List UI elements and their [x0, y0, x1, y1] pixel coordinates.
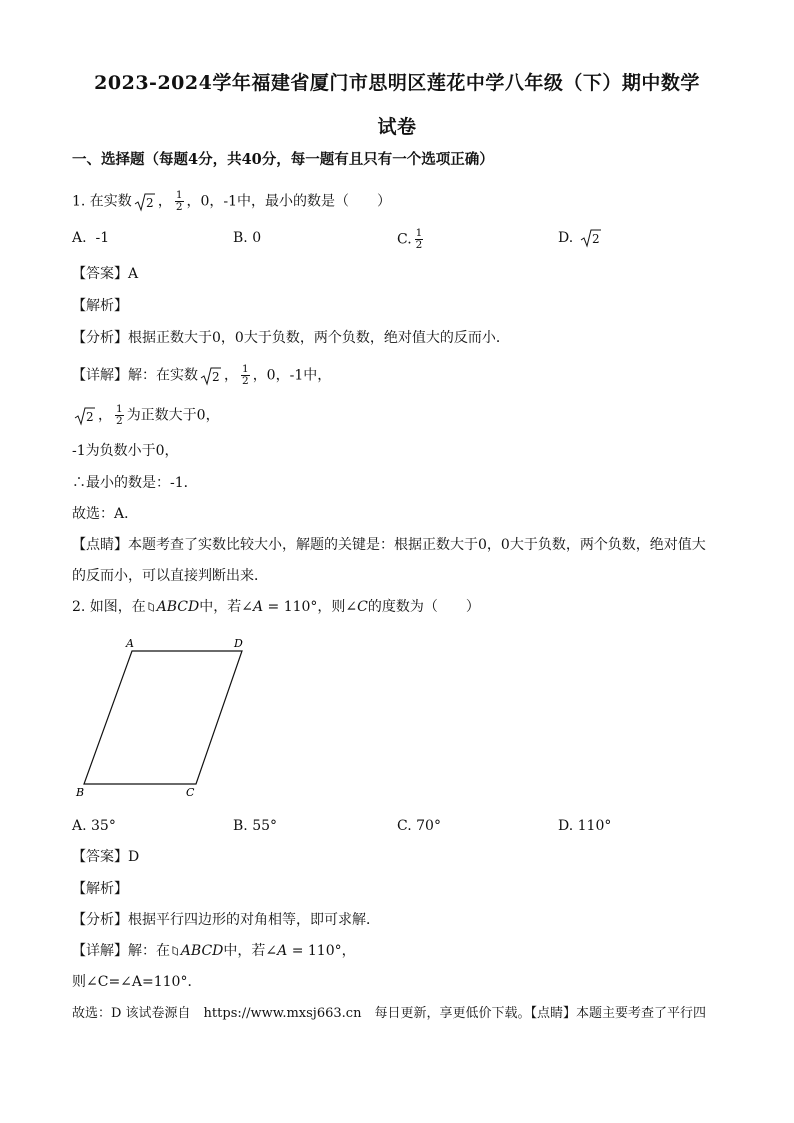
q1-answer: 【答案】A — [72, 266, 139, 282]
q1-dianjing-cont: 的反而小，可以直接判断出来． — [72, 568, 268, 584]
svg-text:2: 2 — [86, 409, 94, 424]
q1-option-b: B. 0 — [233, 230, 262, 246]
section-heading: 一、选择题（每题4分，共40分，每一题有且只有一个选项正确） — [72, 151, 494, 168]
q2-option-c: C. 70° — [397, 818, 441, 834]
q2-option-b: B. 55° — [233, 818, 278, 834]
q1-fenxi: 【分析】根据正数大于0，0大于负数，两个负数，绝对值大的反而小． — [72, 330, 510, 346]
q1-detail-line5: 故选：A． — [72, 506, 139, 522]
sqrt-symbol — [200, 366, 222, 386]
q1-option-a: A. -1 — [72, 230, 110, 246]
sqrt-radicand: 2 — [145, 195, 154, 210]
fraction-denominator: 2 — [175, 201, 183, 213]
q2-fenxi: 【分析】根据平行四边形的对角相等，即可求解． — [72, 912, 380, 928]
q1-detail-line2: 2 ， $\frac{1}{2}$ 为正数大于0， — [72, 404, 220, 427]
document-title-line1: 2023-2024学年福建省厦门市思明区莲花中学八年级（下）期中数学 — [94, 72, 700, 94]
document-title-line2: 试卷 — [377, 116, 417, 138]
q2-last-line: 故选：D 该试卷源自 https://www.mxsj663.cn 每日更新，享更低价下载。【点睛】本题主要考查了平行四 — [72, 1006, 706, 1021]
fraction-numerator: 1 — [175, 189, 183, 201]
q2-analysis-tag: 【解析】 — [72, 881, 128, 897]
vertex-label-d: D — [234, 637, 243, 650]
q2-detail-line2: 则∠C=∠A=110°． — [72, 974, 202, 990]
parallelogram-figure — [72, 634, 252, 800]
q1-analysis-tag: 【解析】 — [72, 298, 128, 314]
svg-text:2: 2 — [212, 369, 220, 384]
q1-stem — [72, 190, 391, 213]
q2-option-a: A. 35° — [72, 818, 116, 834]
parallelogram-symbol: ▱ — [167, 946, 184, 956]
sqrt-symbol — [134, 192, 156, 212]
q1-dianjing: 【点睛】本题考查了实数比较大小，解题的关键是：根据正数大于0，0大于负数，两个负数，绝对值大 — [72, 537, 706, 553]
vertex-label-b: B — [76, 786, 85, 799]
svg-text:2: 2 — [591, 232, 600, 246]
q2-shape-name: ABCD — [156, 599, 200, 615]
fraction-one-half: $\frac{1}{2}$ — [116, 403, 123, 427]
fraction-one-half — [175, 190, 184, 213]
q1-detail-line4: ∴最小的数是：-1． — [72, 475, 198, 491]
q1-detail-line3: -1为负数小于0， — [72, 443, 179, 459]
q1-xiangjie: 【详解】解：在实数 2 ， $\frac{1}{2}$ ，0，-1中， — [72, 363, 332, 387]
fraction-one-half: $\frac{1}{2}$ — [415, 227, 423, 251]
sqrt-symbol — [580, 228, 602, 248]
fraction-one-half: $\frac{1}{2}$ — [242, 363, 249, 387]
q2-option-d: D. 110° — [558, 818, 612, 834]
q1-option-c: C. $\frac{1}{2}$ — [397, 227, 423, 251]
parallelogram-symbol: ▱ — [143, 602, 160, 612]
sqrt-symbol — [74, 406, 96, 426]
q1-stem-text-b: ，0，-1中，最小的数是（ ） — [186, 193, 392, 210]
q1-sep: ， — [157, 193, 172, 210]
vertex-label-c: C — [186, 786, 195, 799]
q2-xiangjie: 【详解】解：在▱ABCD中，若∠A = 110°， — [72, 943, 356, 959]
q1-option-d: D. 2 — [558, 228, 604, 248]
vertex-label-a: A — [126, 637, 134, 650]
q2-stem: 2. 如图，在▱ABCD中，若∠A = 110°，则∠C的度数为（ ） — [72, 599, 480, 615]
q1-stem-text-a: 1. 在实数 — [72, 193, 132, 210]
q2-answer: 【答案】D — [72, 849, 140, 865]
